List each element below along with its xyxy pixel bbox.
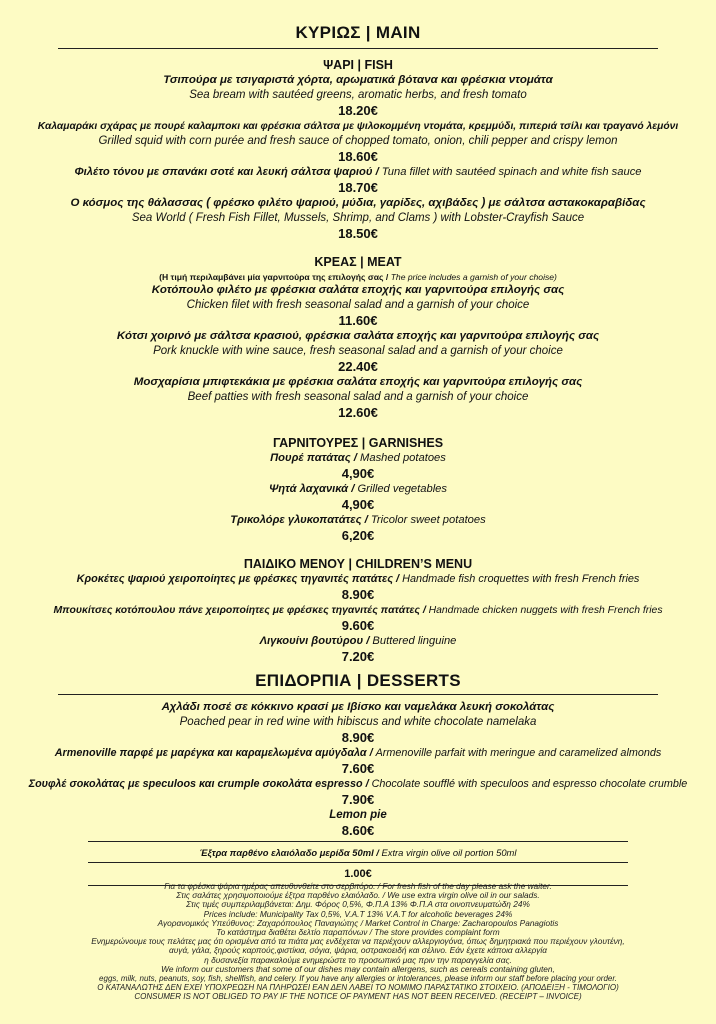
- garnish-1-en: Mashed potatoes: [360, 452, 446, 464]
- dessert-4-gr: Lemon pie: [329, 809, 387, 821]
- children-2-price: 9.60€: [341, 618, 375, 633]
- meat-note-en: The price includes a garnish of your choise): [390, 272, 557, 282]
- footer-notes: [0, 882, 716, 1002]
- children-3-line: [0, 634, 716, 649]
- garnish-1-gr: Πουρέ πατάτας /: [270, 452, 361, 464]
- garnish-3-gr: Τρικολόρε γλυκοπατάτες /: [230, 514, 371, 526]
- fish-item-2-price: 18.60€: [338, 149, 378, 164]
- fish-item-3-en: Tuna fillet with sautéed spinach and white fish sauce: [381, 166, 642, 178]
- fish-item-1-en: Sea bream with sautéed greens, aromatic herbs, and fresh tomato: [189, 89, 527, 101]
- fish-item-4-gr: Ο κόσμος της θάλασσας ( φρέσκο φιλέτο ψαριού, μύδια, γαρίδες, αχιβάδες ) με σάλτσα αστακοκαραβίδας: [70, 197, 646, 209]
- fish-item-4-en: Sea World ( Fresh Fish Fillet, Mussels, Shrimp, and Clams ) with Lobster-Crayfish Sauce: [131, 212, 585, 224]
- main-divider: [58, 48, 658, 49]
- children-2-line: [0, 603, 716, 618]
- desserts-title: ΕΠΙΔΟΡΠΙΑ | DESSERTS: [255, 671, 461, 690]
- dessert-2-en: Armenoville parfait with meringue and caramelized almonds: [375, 747, 662, 759]
- children-1-gr: Κροκέτες ψαριού χειροποίητες με φρέσκες τηγανιτές πατάτες /: [76, 573, 403, 585]
- fish-section: [0, 57, 716, 242]
- garnish-3-en: Tricolor sweet potatoes: [370, 514, 486, 526]
- children-1-price: 8.90€: [341, 587, 375, 602]
- children-2-gr: Μπουκίτσες κοτόπουλου πάνε χειροποίητες με φρέσκες τηγανιτές πατάτες /: [53, 605, 429, 616]
- fish-item-1-price: 18.20€: [338, 103, 378, 118]
- dessert-3-price: 7.90€: [341, 792, 375, 807]
- fish-title: ΨΑΡΙ | FISH: [323, 58, 393, 72]
- fish-item-3-line: [0, 165, 716, 180]
- footer-line-4: Prices include: Municipality Tax 0,5%, V.A.T 13% V.A.T for alcoholic beverages 24%: [203, 908, 513, 919]
- children-section: [0, 556, 716, 665]
- meat-item-2-gr: Κότσι χοιρινό με σάλτσα κρασιού, φρέσκια σαλάτα εποχής και γαρνιτούρα επιλογής σας: [116, 330, 600, 342]
- footer-line-13: CONSUMER IS NOT OBLIGED TO PAY IF THE NOTICE OF PAYMENT HAS NOT BEEN RECEIVED. (RECEIPT – INVOICE): [134, 992, 582, 1002]
- desserts-divider: [58, 694, 658, 695]
- garnish-2-gr: Ψητά λαχανικά /: [268, 483, 358, 495]
- garnish-2-price: 4,90€: [341, 497, 375, 512]
- extra-gr: Έξτρα παρθένο ελαιόλαδο μερίδα 50ml /: [199, 847, 382, 858]
- children-1-line: [0, 572, 716, 587]
- garnish-3-price: 6,20€: [341, 528, 375, 543]
- garnish-1-price: 4,90€: [341, 466, 375, 481]
- extra-top-divider: [88, 841, 628, 842]
- footer-line-10: We inform our customers that some of our dishes may contain allergens, such as cereals containing gluten,: [161, 963, 555, 974]
- meat-item-3-gr: Μοσχαρίσια μπιφτεκάκια με φρέσκια σαλάτα εποχής και γαρνιτούρα επιλογής σας: [133, 376, 583, 388]
- meat-item-1-price: 11.60€: [338, 313, 378, 328]
- dessert-1-en: Poached pear in red wine with hibiscus and white chocolate namelaka: [179, 716, 537, 728]
- meat-note: [0, 272, 716, 283]
- fish-item-1-gr: Τσιπούρα με τσιγαριστά χόρτα, αρωματικά βότανα και φρέσκια ντομάτα: [163, 74, 553, 86]
- dessert-3-line: [0, 777, 716, 792]
- meat-title: ΚΡΕΑΣ | MEAT: [314, 255, 402, 269]
- footer-line-9: η δυσανεξία παρακαλούμε ενημερώστε το προσωπικό μας πριν την παραγγελία σας.: [204, 954, 512, 965]
- extra-en: Extra virgin olive oil portion 50ml: [381, 847, 517, 858]
- extra-section: [0, 841, 716, 886]
- dessert-2-gr: Armenoville παρφέ με μαρέγκα και καραμελωμένα αμύγδαλα /: [54, 747, 376, 759]
- dessert-4-price: 8.60€: [341, 823, 375, 838]
- dessert-2-line: [0, 746, 716, 761]
- children-title: ΠΑΙΔΙΚΟ ΜΕΝΟΥ | CHILDREN’S MENU: [243, 557, 473, 571]
- fish-item-3-gr: Φιλέτο τόνου με σπανάκι σοτέ και λευκή σάλτσα ψαριού /: [74, 166, 382, 178]
- meat-item-1-gr: Κοτόπουλο φιλέτο με φρέσκια σαλάτα εποχής και γαρνιτούρα επιλογής σας: [151, 284, 565, 296]
- meat-item-3-price: 12.60€: [338, 405, 378, 420]
- meat-note-gr: (Η τιμή περιλαμβάνει μία γαρνιτούρα της επιλογής σας /: [159, 272, 391, 282]
- footer-line-5: Αγορανομικός Υπεύθυνος: Ζαχαρόπουλος Παναγιώτης / Market Control in Charge: Zacharopoulos Panagiotis: [157, 917, 559, 928]
- children-3-gr: Λιγκουίνι βουτύρου /: [259, 635, 373, 647]
- desserts-section: [0, 670, 716, 839]
- garnishes-section: [0, 435, 716, 544]
- extra-price: 1.00€: [344, 868, 372, 880]
- footer-line-3: Στις τιμές συμπεριλαμβάνεται: Δημ. Φόρος 0,5%, Φ.Π.Α 13% Φ.Π.Α στα οινοπνευματώδη 24%: [186, 899, 530, 910]
- fish-item-2-gr: Καλαμαράκι σχάρας με πουρέ καλαμποκι και φρέσκια σάλτσα με ψιλοκομμένη ντομάτα, κρεμμύδι, πιπεριά τσίλι και τραγανό λεμόνι: [37, 121, 679, 132]
- garnish-3-line: [0, 513, 716, 528]
- meat-item-2-price: 22.40€: [338, 359, 378, 374]
- dessert-2-price: 7.60€: [341, 761, 375, 776]
- dessert-3-en: Chocolate soufflé with speculoos and espresso chocolate crumble: [371, 778, 688, 790]
- meat-item-1-en: Chicken filet with fresh seasonal salad and a garnish of your choice: [186, 299, 530, 311]
- children-3-en: Buttered linguine: [372, 635, 457, 647]
- footer-line-11: eggs, milk, nuts, peanuts, soy, fish, shellfish, and celery. If you have any allergies or intolerances, please inform our staff before placing your order.: [99, 974, 617, 984]
- children-1-en: Handmade fish croquettes with fresh French fries: [402, 573, 640, 585]
- extra-line: [0, 847, 716, 858]
- footer-line-1: Για τα φρέσκα ψάρια ημέρας απευθυνθείτε στο σερβιτόρο. / For fresh fish of the day please ask the waiter.: [164, 881, 552, 891]
- garnishes-title: ΓΑΡΝΙΤΟΥΡΕΣ | GARNISHES: [272, 436, 444, 450]
- footer-line-8: αυγά, γάλα, ξηρούς καρπούς,φιστίκια, σόγια, ψάρια, οστρακοειδή και σέλινο. Εάν έχετε κάποια αλλεργία: [169, 945, 547, 956]
- garnish-2-line: [0, 482, 716, 497]
- main-title: ΚΥΡΙΩΣ | MAIN: [295, 23, 421, 42]
- garnish-1-line: [0, 451, 716, 466]
- dessert-1-price: 8.90€: [341, 730, 375, 745]
- fish-item-2-en: Grilled squid with corn purée and fresh sauce of chopped tomato, onion, chili pepper and crispy lemon: [98, 135, 618, 147]
- footer-line-2: Στις σαλάτες χρησιμοποιούμε έξτρα παρθένο ελαιόλαδο. / We use extra virgin olive oil in our salads.: [176, 890, 540, 901]
- garnish-2-en: Grilled vegetables: [357, 483, 448, 495]
- children-3-price: 7.20€: [341, 649, 375, 664]
- meat-section: [0, 254, 716, 421]
- main-section: [0, 22, 716, 49]
- footer-line-7: Ενημερώνουμε τους πελάτες μας ότι ορισμένα από τα πιάτα μας ενδέχεται να περιέχουν αλλεργιογόνα, όπως δημητριακά που περιέχουν γλουτένη,: [91, 936, 625, 947]
- meat-item-2-en: Pork knuckle with wine sauce, fresh seasonal salad and a garnish of your choice: [153, 345, 563, 357]
- fish-item-3-price: 18.70€: [338, 180, 378, 195]
- dessert-1-gr: Αχλάδι ποσέ σε κόκκινο κρασί με Ιβίσκο και ναμελάκα λευκή σοκολάτας: [161, 701, 555, 713]
- fish-item-4-price: 18.50€: [338, 226, 378, 241]
- children-2-en: Handmade chicken nuggets with fresh French fries: [428, 605, 663, 616]
- dessert-3-gr: Σουφλέ σοκολάτας με speculoos και crumple σοκολάτα espresso /: [28, 778, 372, 790]
- footer-line-6: Το κατάστημα διαθέτει δελτίο παραπόνων / The store provides complaint form: [216, 927, 500, 938]
- footer-line-12: Ο ΚΑΤΑΝΑΛΩΤΗΣ ΔΕΝ ΕΧΕΙ ΥΠΟΧΡΕΩΣΗ ΝΑ ΠΛΗΡΩΣΕΙ ΕΑΝ ΔΕΝ ΛΑΒΕΙ ΤΟ ΝΟΜΙΜΟ ΠΑΡΑΣΤΑΤΙΚΟ ΣΤΟΙΧΕΙΟ. (ΑΠΟΔΕΙΞΗ - ΤΙΜΟΛΟΓΙΟ): [97, 983, 619, 993]
- extra-mid-divider: [88, 862, 628, 863]
- meat-item-3-en: Beef patties with fresh seasonal salad and a garnish of your choice: [187, 391, 529, 403]
